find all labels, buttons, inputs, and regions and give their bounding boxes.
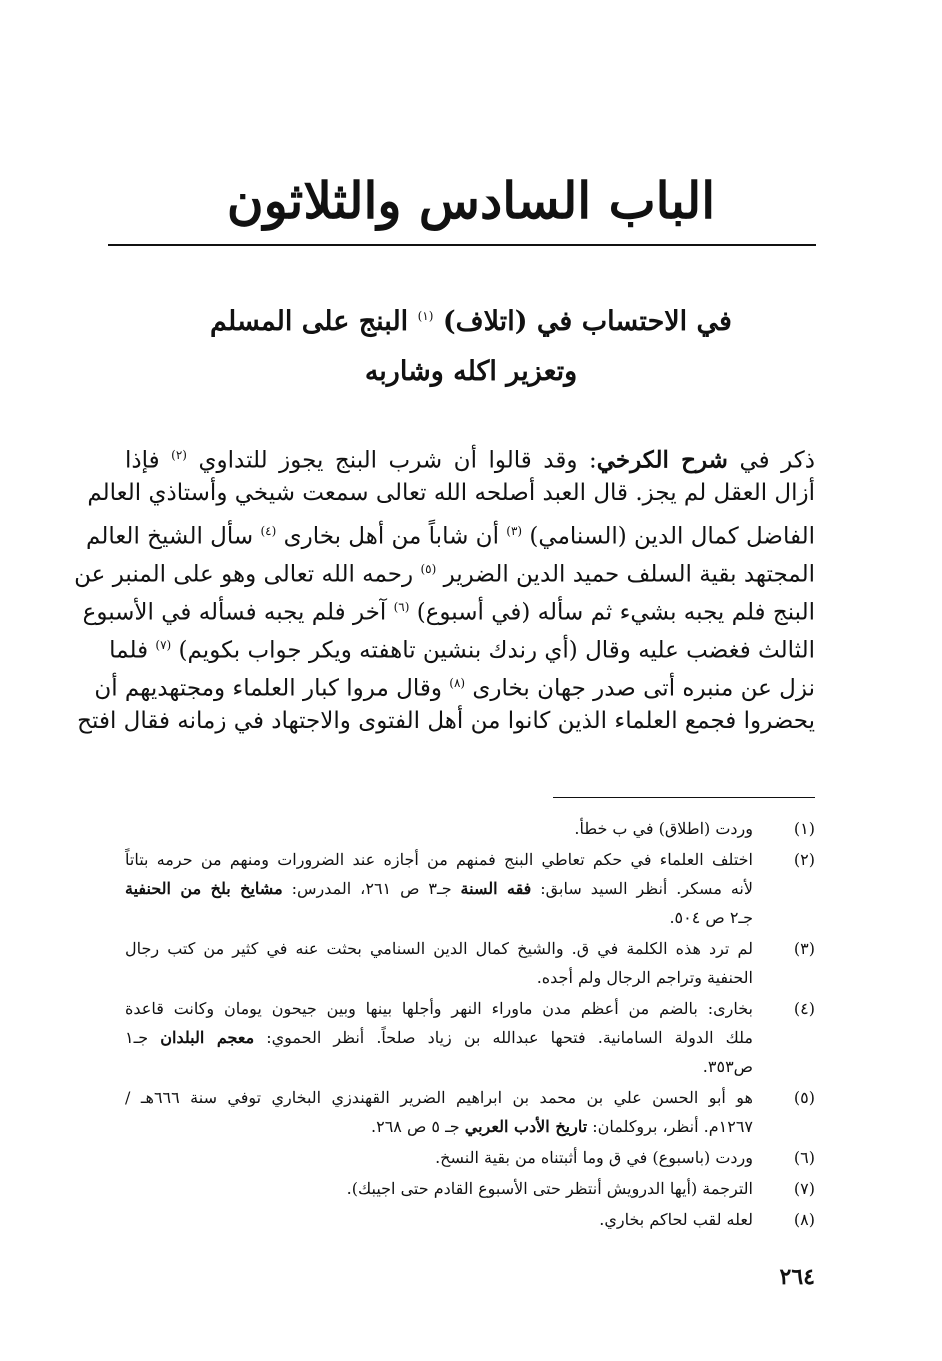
body-line bbox=[94, 664, 815, 702]
footnote-8 bbox=[125, 1205, 815, 1234]
body-text: الثالث فغضب عليه وقال (أي رندك بنشين تاهفته ويكر جواب بكويم) bbox=[178, 637, 815, 664]
footnote-line: لم ترد هذه الكلمة في ق. والشيخ كمال الدين السنامي بحثت عنه في كثير من كتب رجال bbox=[125, 939, 753, 958]
footnote-6 bbox=[125, 1143, 815, 1172]
page-number: ٢٦٤ bbox=[779, 1264, 815, 1290]
footnote-ref: (٤) bbox=[260, 524, 277, 538]
footnote-text: ملك الدولة السامانية. فتحها عبدالله بن زياد صلحاً. أنظر الحموي: bbox=[266, 1028, 754, 1047]
book-title: مشايخ بلخ من الحنفية bbox=[125, 879, 283, 898]
footnote-text: لأنه مسكر. أنظر السيد سابق: bbox=[540, 879, 754, 898]
footnote-ref: (٥) bbox=[420, 562, 437, 576]
footnote-line bbox=[125, 874, 753, 903]
footnote-ref: (٧) bbox=[155, 638, 172, 652]
subtitle-line-1 bbox=[0, 296, 942, 342]
footnote-line: اختلف العلماء في حكم تعاطي البنج فمنهم من أجازه عند الضرورات ومنهم من حرمه بتاتاً bbox=[125, 850, 753, 869]
footnote-line: وردت (اطلاق) في ب خطأ. bbox=[574, 819, 753, 838]
body-text: آخر فلم يجبه فسأله في الأسبوع bbox=[82, 599, 387, 626]
footnote-ref: (٢) bbox=[171, 448, 187, 462]
body-text: فإذا bbox=[125, 447, 160, 474]
footnote-2 bbox=[125, 845, 815, 932]
footnote-line: الحنفية وتراجم الرجال ولم أجده. bbox=[536, 968, 753, 987]
body-line: أزال العقل لم يجز. قال العبد أصلحه الله تعالى سمعت شيخي وأستاذي العالم bbox=[87, 480, 815, 506]
footnote-text: جـ ٥ ص ٢٦٨. bbox=[371, 1117, 460, 1136]
body-line bbox=[125, 436, 815, 474]
footnote-3 bbox=[125, 934, 815, 992]
body-text: رحمه الله تعالى وهو على المنبر عن bbox=[74, 561, 414, 588]
footnote-line bbox=[125, 1112, 753, 1141]
footnote-line: ص٣٥٣. bbox=[702, 1057, 753, 1076]
footnote-line: الترجمة (أيها الدرويش أنتظر حتى الأسبوع القادم حتى اجيبك). bbox=[346, 1179, 753, 1198]
footnote-number: (١) bbox=[793, 819, 815, 838]
subtitle-text-a: في الاحتساب في (اتلاف) bbox=[442, 306, 732, 337]
body-line bbox=[82, 588, 815, 626]
footnote-5 bbox=[125, 1083, 815, 1141]
footnote-number: (٤) bbox=[793, 999, 815, 1018]
body-text: أن شاباً من أهل بخارى bbox=[283, 523, 499, 550]
footnote-number: (٨) bbox=[793, 1210, 815, 1229]
footnote-number: (٣) bbox=[793, 939, 815, 958]
footnote-number: (٥) bbox=[793, 1088, 815, 1107]
footnote-ref: (٣) bbox=[506, 524, 523, 538]
chapter-title: الباب السادس والثلاثون bbox=[226, 171, 716, 230]
subtitle-line-2: وتعزير اكله وشاربه bbox=[364, 356, 578, 387]
footnote-number: (٢) bbox=[793, 850, 815, 869]
footnote-4 bbox=[125, 994, 815, 1081]
book-title: فقه السنة bbox=[460, 879, 532, 898]
body-line bbox=[86, 512, 815, 550]
body-line bbox=[74, 550, 815, 588]
footnote-ref: (١) bbox=[417, 309, 434, 323]
body-text: وقال مروا كبار العلماء ومجتهديهم أن bbox=[94, 675, 442, 702]
footnote-line: لعله لقب لحاكم بخاري. bbox=[599, 1210, 753, 1229]
footnote-number: (٦) bbox=[793, 1148, 815, 1167]
footnote-line bbox=[125, 1023, 753, 1052]
footnote-text: ١٢٦٧م. أنظر، بروكلمان: bbox=[592, 1117, 753, 1136]
footnote-line: وردت (باسبوع) في ق وما أثبتناه من بقية النسخ. bbox=[435, 1148, 753, 1167]
body-text: : وقد قالوا أن شرب البنج يجوز للتداوي bbox=[198, 447, 597, 474]
title-divider bbox=[108, 244, 816, 246]
footnote-line: بخارى: بالضم من أعظم مدن ماوراء النهر وأجلها بينها وبين جيحون يومان وكانت قاعدة bbox=[125, 999, 753, 1018]
footnotes bbox=[125, 814, 815, 1236]
book-title: معجم البلدان bbox=[160, 1028, 255, 1047]
body-line bbox=[109, 626, 815, 664]
body-text: نزل عن منبره أتى صدر جهان بخارى bbox=[472, 675, 815, 702]
body-text: فلما bbox=[109, 637, 149, 664]
footnote-number: (٧) bbox=[793, 1179, 815, 1198]
body-text: الفاضل كمال الدين (السنامي) bbox=[529, 523, 815, 550]
footnote-line: هو أبو الحسن علي بن محمد بن ابراهيم الضرير القهندزي البخاري توفي سنة ٦٦٦هـ / bbox=[125, 1088, 753, 1107]
book-title: تاريخ الأدب العربي bbox=[464, 1117, 588, 1136]
book-title: شرح الكرخي bbox=[596, 446, 728, 474]
subtitle-text-b: البنج على المسلم bbox=[210, 306, 409, 337]
body-line: يحضروا فجمع العلماء الذين كانوا من أهل الفتوى والاجتهاد في زمانه فقال افتح bbox=[77, 708, 815, 734]
footnote-text: جـ٣ ص ٢٦١، المدرس: bbox=[291, 879, 452, 898]
footnote-text: جـ١ bbox=[125, 1028, 149, 1047]
body-text: ذكر في bbox=[739, 447, 816, 474]
footnote-7 bbox=[125, 1174, 815, 1203]
footnote-divider bbox=[553, 797, 815, 798]
footnote-line: جـ٢ ص ٥٠٤. bbox=[669, 908, 753, 927]
footnote-ref: (٦) bbox=[393, 600, 410, 614]
body-text: المجتهد بقية السلف حميد الدين الضرير bbox=[443, 561, 815, 588]
footnote-ref: (٨) bbox=[449, 676, 466, 690]
body-text: سأل الشيخ العالم bbox=[86, 523, 254, 550]
main-text bbox=[74, 436, 816, 740]
body-text: البنج فلم يجبه بشيء ثم سأله (في أسبوع) bbox=[416, 599, 815, 626]
footnote-1 bbox=[125, 814, 815, 843]
